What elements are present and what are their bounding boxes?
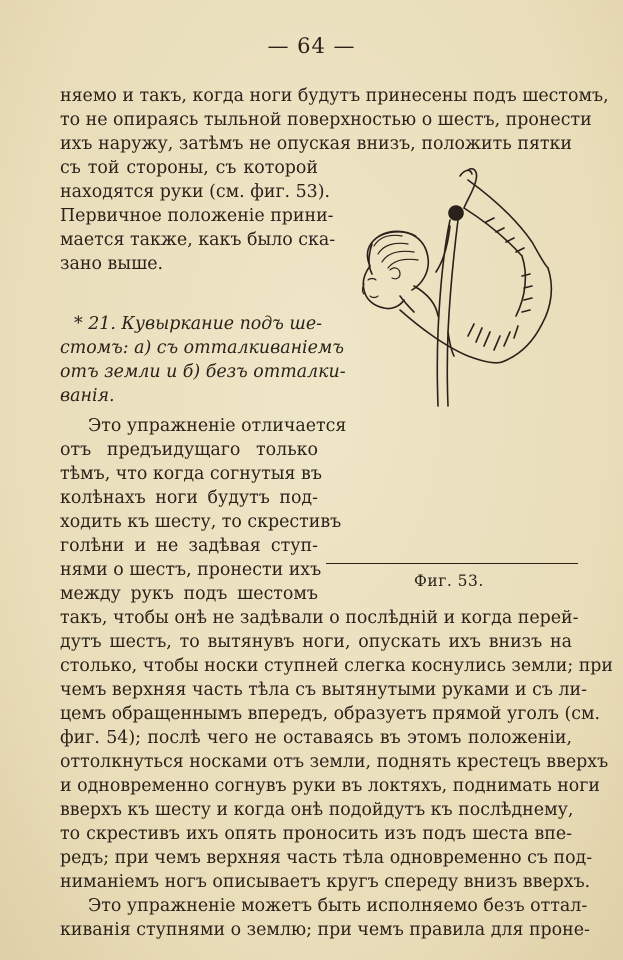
text-line: няемо и такъ, когда ноги будутъ принесены подъ шестомъ, — [60, 86, 609, 106]
text-line: Это упражненiе можетъ быть исполняемо безъ оттал- — [88, 896, 588, 916]
text-line: чемъ верхняя часть тѣла съ вытянутыми руками и съ ли- — [60, 680, 587, 700]
text-line: нями о шестъ, пронести ихъ — [60, 560, 322, 580]
section-heading-line: стомъ: а) съ отталкиванiемъ — [60, 338, 344, 358]
section-heading-line: * 21. Кувыркание подъ ше- — [74, 314, 323, 334]
text-line: столько, чтобы носки ступней слегка коснулись земли; при — [60, 656, 614, 676]
text-line: колѣнахъ ноги будутъ под- — [60, 488, 318, 508]
text-line: между рукъ подъ шестомъ — [60, 584, 318, 604]
text-line: зано выше. — [60, 254, 164, 274]
text-line: такъ, чтобы онѣ не задѣвали о послѣднiй и когда перей- — [60, 608, 579, 628]
text-line: мается также, какъ было ска- — [60, 230, 336, 250]
text-line: дутъ шестъ, то вытянувъ ноги, опускать ихъ внизъ на — [60, 632, 572, 652]
figure-53-illustration — [318, 156, 586, 411]
text-line: фиг. 54); послѣ чего не оставаясь въ этомъ положенiи, — [60, 728, 572, 748]
figure-rule — [326, 563, 578, 564]
page-number: — 64 — — [267, 34, 356, 58]
text-line: то не опираясь тыльной поверхностью о шестъ, пронести — [60, 110, 592, 130]
text-line: тѣмъ, что когда согнутыя въ — [60, 464, 322, 484]
text-line: Это упражненiе отличается — [88, 416, 347, 436]
text-line: цемъ обращеннымъ впередъ, образуетъ прямой уголъ (см. — [60, 704, 601, 724]
section-heading-line: ванiя. — [60, 386, 115, 406]
text-line: отъ предъидущаго только — [60, 440, 318, 460]
text-line: ниманiемъ ногъ описываетъ кругъ спереду внизъ вверхъ. — [60, 872, 591, 892]
text-line: то скрестивъ ихъ опять проносить изъ подъ шеста впе- — [60, 824, 572, 844]
text-line: находятся руки (см. фиг. 53). — [60, 182, 331, 202]
text-line: вверхъ къ шесту и когда онѣ подойдутъ къ послѣднему, — [60, 800, 574, 820]
text-line: съ той стороны, съ которой — [60, 158, 318, 178]
text-line: оттолкнуться носками отъ земли, поднять крестецъ вверхъ — [60, 752, 609, 772]
text-line: киванiя ступнями о землю; при чемъ правила для проне- — [60, 920, 590, 940]
text-line: ихъ наружу, затѣмъ не опуская внизъ, положить пятки — [60, 134, 572, 154]
text-line: голѣни и не задѣвая ступ- — [60, 536, 318, 556]
text-line: редъ; при чемъ верхняя часть тѣла одновременно съ под- — [60, 848, 593, 868]
text-line: ходить къ шесту, то скрестивъ — [60, 512, 342, 532]
text-line: и одновременно согнувъ руки въ локтяхъ, поднимать ноги — [60, 776, 600, 796]
text-line: Первичное положенiе прини- — [60, 206, 334, 226]
figure-caption: Фиг. 53. — [414, 572, 484, 590]
section-heading-line: отъ земли и б) безъ отталки- — [60, 362, 346, 382]
